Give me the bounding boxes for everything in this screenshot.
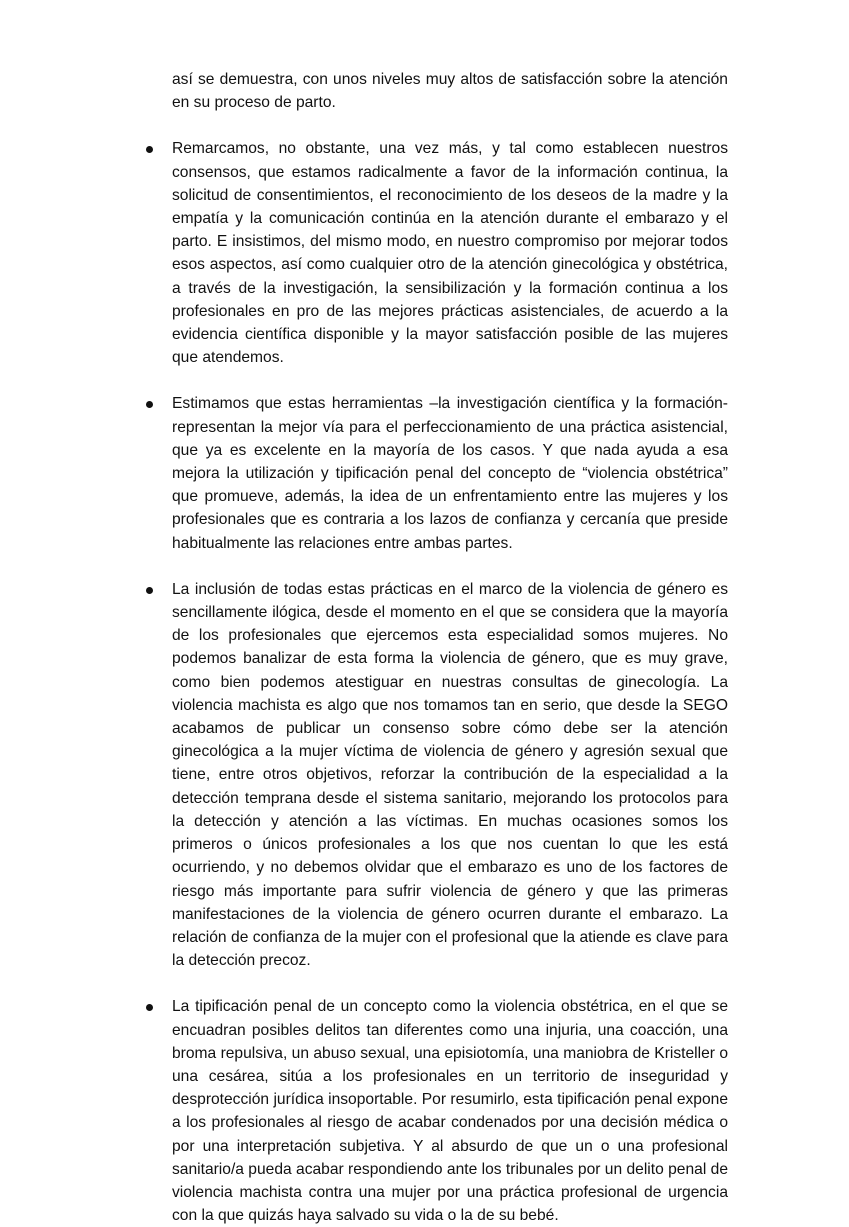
bullet-paragraph: Remarcamos, no obstante, una vez más, y tal como establecen nuestros consensos, que estamos radicalmente a favor de la información continua, la solicitud de consentimientos, el reconocimiento de los deseos de la madre y la empatía y la comunicación continúa en la atención durante el embarazo y el parto. E insistimos, del mismo modo, en nuestro compromiso por mejorar todos esos aspectos, así como cualquier otro de la atención ginecológica y obstétrica, a través de la investigación, la sensibilización y la formación continua a los profesionales en pro de las mejores prácticas asistenciales, de acuerdo a la evidencia científica disponible y la mayor satisfacción posible de las mujeres que atendemos. — [172, 140, 728, 367]
bullet-icon — [146, 587, 153, 594]
bullet-item — [172, 995, 728, 1227]
bullet-paragraph: Estimamos que estas herramientas –la investigación científica y la formación- representan la mejor vía para el perfeccionamiento de una práctica asistencial, que ya es excelente en la mayoría de los casos. Y que nada ayuda a esa mejora la utilización y tipificación penal del concepto de “violencia obstétrica” que promueve, además, la idea de un enfrentamiento entre las mujeres y los profesionales que es contraria a los lazos de confianza y cercanía que preside habitualmente las relaciones entre ambas partes. — [172, 395, 728, 552]
bullet-item — [172, 392, 728, 554]
bullet-paragraph: La inclusión de todas estas prácticas en el marco de la violencia de género es sencillamente ilógica, desde el momento en el que se considera que la mayoría de los profesionales que ejercemos esta especialidad somos mujeres. No podemos banalizar de esta forma la violencia de género, que es muy grave, como bien podemos atestiguar en nuestras consultas de ginecología. La violencia machista es algo que nos tomamos tan en serio, que desde la SEGO acabamos de publicar un consenso sobre cómo debe ser la atención ginecológica a la mujer víctima de violencia de género y agresión sexual que tiene, entre otros objetivos, reforzar la contribución de la especialidad a la detección temprana desde el sistema sanitario, mejorando los protocolos para la detección y atención a las víctimas. En muchas ocasiones somos los primeros o únicos profesionales a los que nos cuentan lo que les está ocurriendo, y no debemos olvidar que el embarazo es uno de los factores de riesgo más importante para sufrir violencia de género y que las primeras manifestaciones de la violencia de género ocurren durante el embarazo. La relación de confianza de la mujer con el profesional que la atiende es clave para la detección precoz. — [172, 580, 728, 970]
intro-paragraph: así se demuestra, con unos niveles muy altos de satisfacción sobre la atención en su proceso de parto. — [172, 71, 728, 112]
bullet-icon — [146, 401, 153, 408]
document-body — [172, 68, 728, 1227]
bullet-icon — [146, 1004, 153, 1011]
bullet-item — [172, 137, 728, 369]
bullet-item — [172, 578, 728, 972]
bullet-paragraph: La tipificación penal de un concepto como la violencia obstétrica, en el que se encuadran posibles delitos tan diferentes como una injuria, una coacción, una broma repulsiva, un abuso sexual, una episiotomía, una maniobra de Kristeller o una cesárea, sitúa a los profesionales en un territorio de inseguridad y desprotección jurídica insoportable. Por resumirlo, esta tipificación penal expone a los profesionales al riesgo de acabar condenados por una decisión médica o por una interpretación subjetiva. Y al absurdo de que un o una profesional sanitario/a pueda acabar respondiendo ante los tribunales por un delito penal de violencia machista contra una mujer por una práctica profesional de urgencia con la que quizás haya salvado su vida o la de su bebé. — [172, 998, 728, 1225]
bullet-icon — [146, 146, 153, 153]
